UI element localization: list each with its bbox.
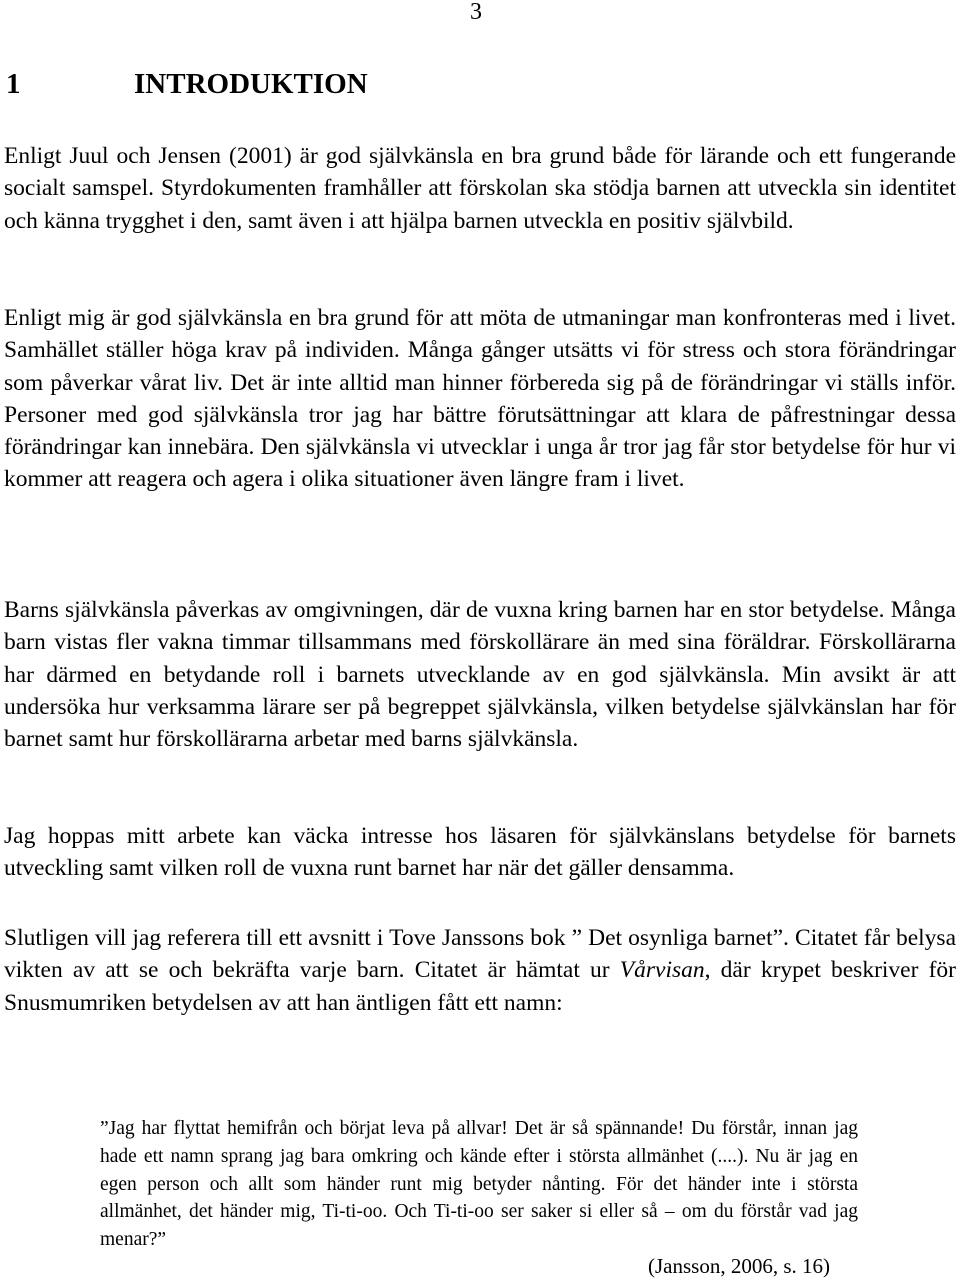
quote-citation: (Jansson, 2006, s. 16)	[648, 1254, 830, 1278]
page-number: 3	[470, 0, 482, 25]
paragraph-intro: Enligt Juul och Jensen (2001) är god självkänsla en bra grund både för lärande och ett fungerande socialt samspel. Styrdokumenten framhåller att förskolan ska stödja barnen att utveckla sin identitet och känna trygghet i den, samt även i att hjälpa barnen utveckla en positiv självbild.	[4, 143, 956, 234]
quote-intro-text: Slutligen vill jag referera till ett avsnitt i Tove Janssons bok ” Det osynliga barnet”. Citatet får belysa vikten av att se och bekräfta varje barn. Citatet är hämtat ur	[4, 925, 956, 984]
chapter-number: 1	[6, 68, 21, 100]
paragraph-hope: Jag hoppas mitt arbete kan väcka intresse hos läsaren för självkänslans betydelse för barnets utveckling samt vilken roll de vuxna runt barnet har när det gäller densamma.	[4, 823, 956, 882]
paragraph-environment: Barns självkänsla påverkas av omgivningen, där de vuxna kring barnen har en stor betydelse. Många barn vistas fler vakna timmar tillsammans med förskollärare än med sina föräldrar. Förskollärarna har därmed en betydande roll i barnets utvecklande av en god självkänsla. Min avsikt är att undersöka hur verksamma lärare ser på begreppet självkänsla, vilken betydelse självkänslan har för barnet samt hur förskollärarna arbetar med barns självkänsla.	[4, 597, 956, 753]
chapter-title: INTRODUKTION	[134, 68, 368, 100]
paragraph-quote-intro	[4, 922, 956, 1019]
block-quote: ”Jag har flyttat hemifrån och börjat leva på allvar! Det är så spännande! Du förstår, innan jag hade ett namn sprang jag bara omkring och kände efter i största allmänhet (....). Nu är jag en egen person och allt som händer runt mig betyder nånting. För det händer inte i största allmänhet, det händer mig, Ti-ti-oo. Och Ti-ti-oo ser saker si eller så – om du förstår vad jag menar?”	[100, 1118, 858, 1251]
paragraph-self-esteem-opinion: Enligt mig är god självkänsla en bra grund för att möta de utmaningar man konfronteras med i livet. Samhället ställer höga krav på individen. Många gånger utsätts vi för stress och stora förändringar som påverkar vårat liv. Det är inte alltid man hinner förbereda sig på de förändringar vi ställs inför. Personer med god självkänsla tror jag har bättre förutsättningar att klara de påfrestningar dessa förändringar kan innebära. Den självkänsla vi utvecklar i unga år tror jag får stor betydelse för hur vi kommer att reagera och agera i olika situationer även längre fram i livet.	[4, 305, 956, 493]
chapter-heading	[6, 66, 368, 102]
book-title: Vårvisan	[619, 957, 705, 984]
quote-intro-text-end: , där krypet beskriver för Snusmumriken betydelsen av att han äntligen fått ett namn:	[4, 957, 956, 1016]
